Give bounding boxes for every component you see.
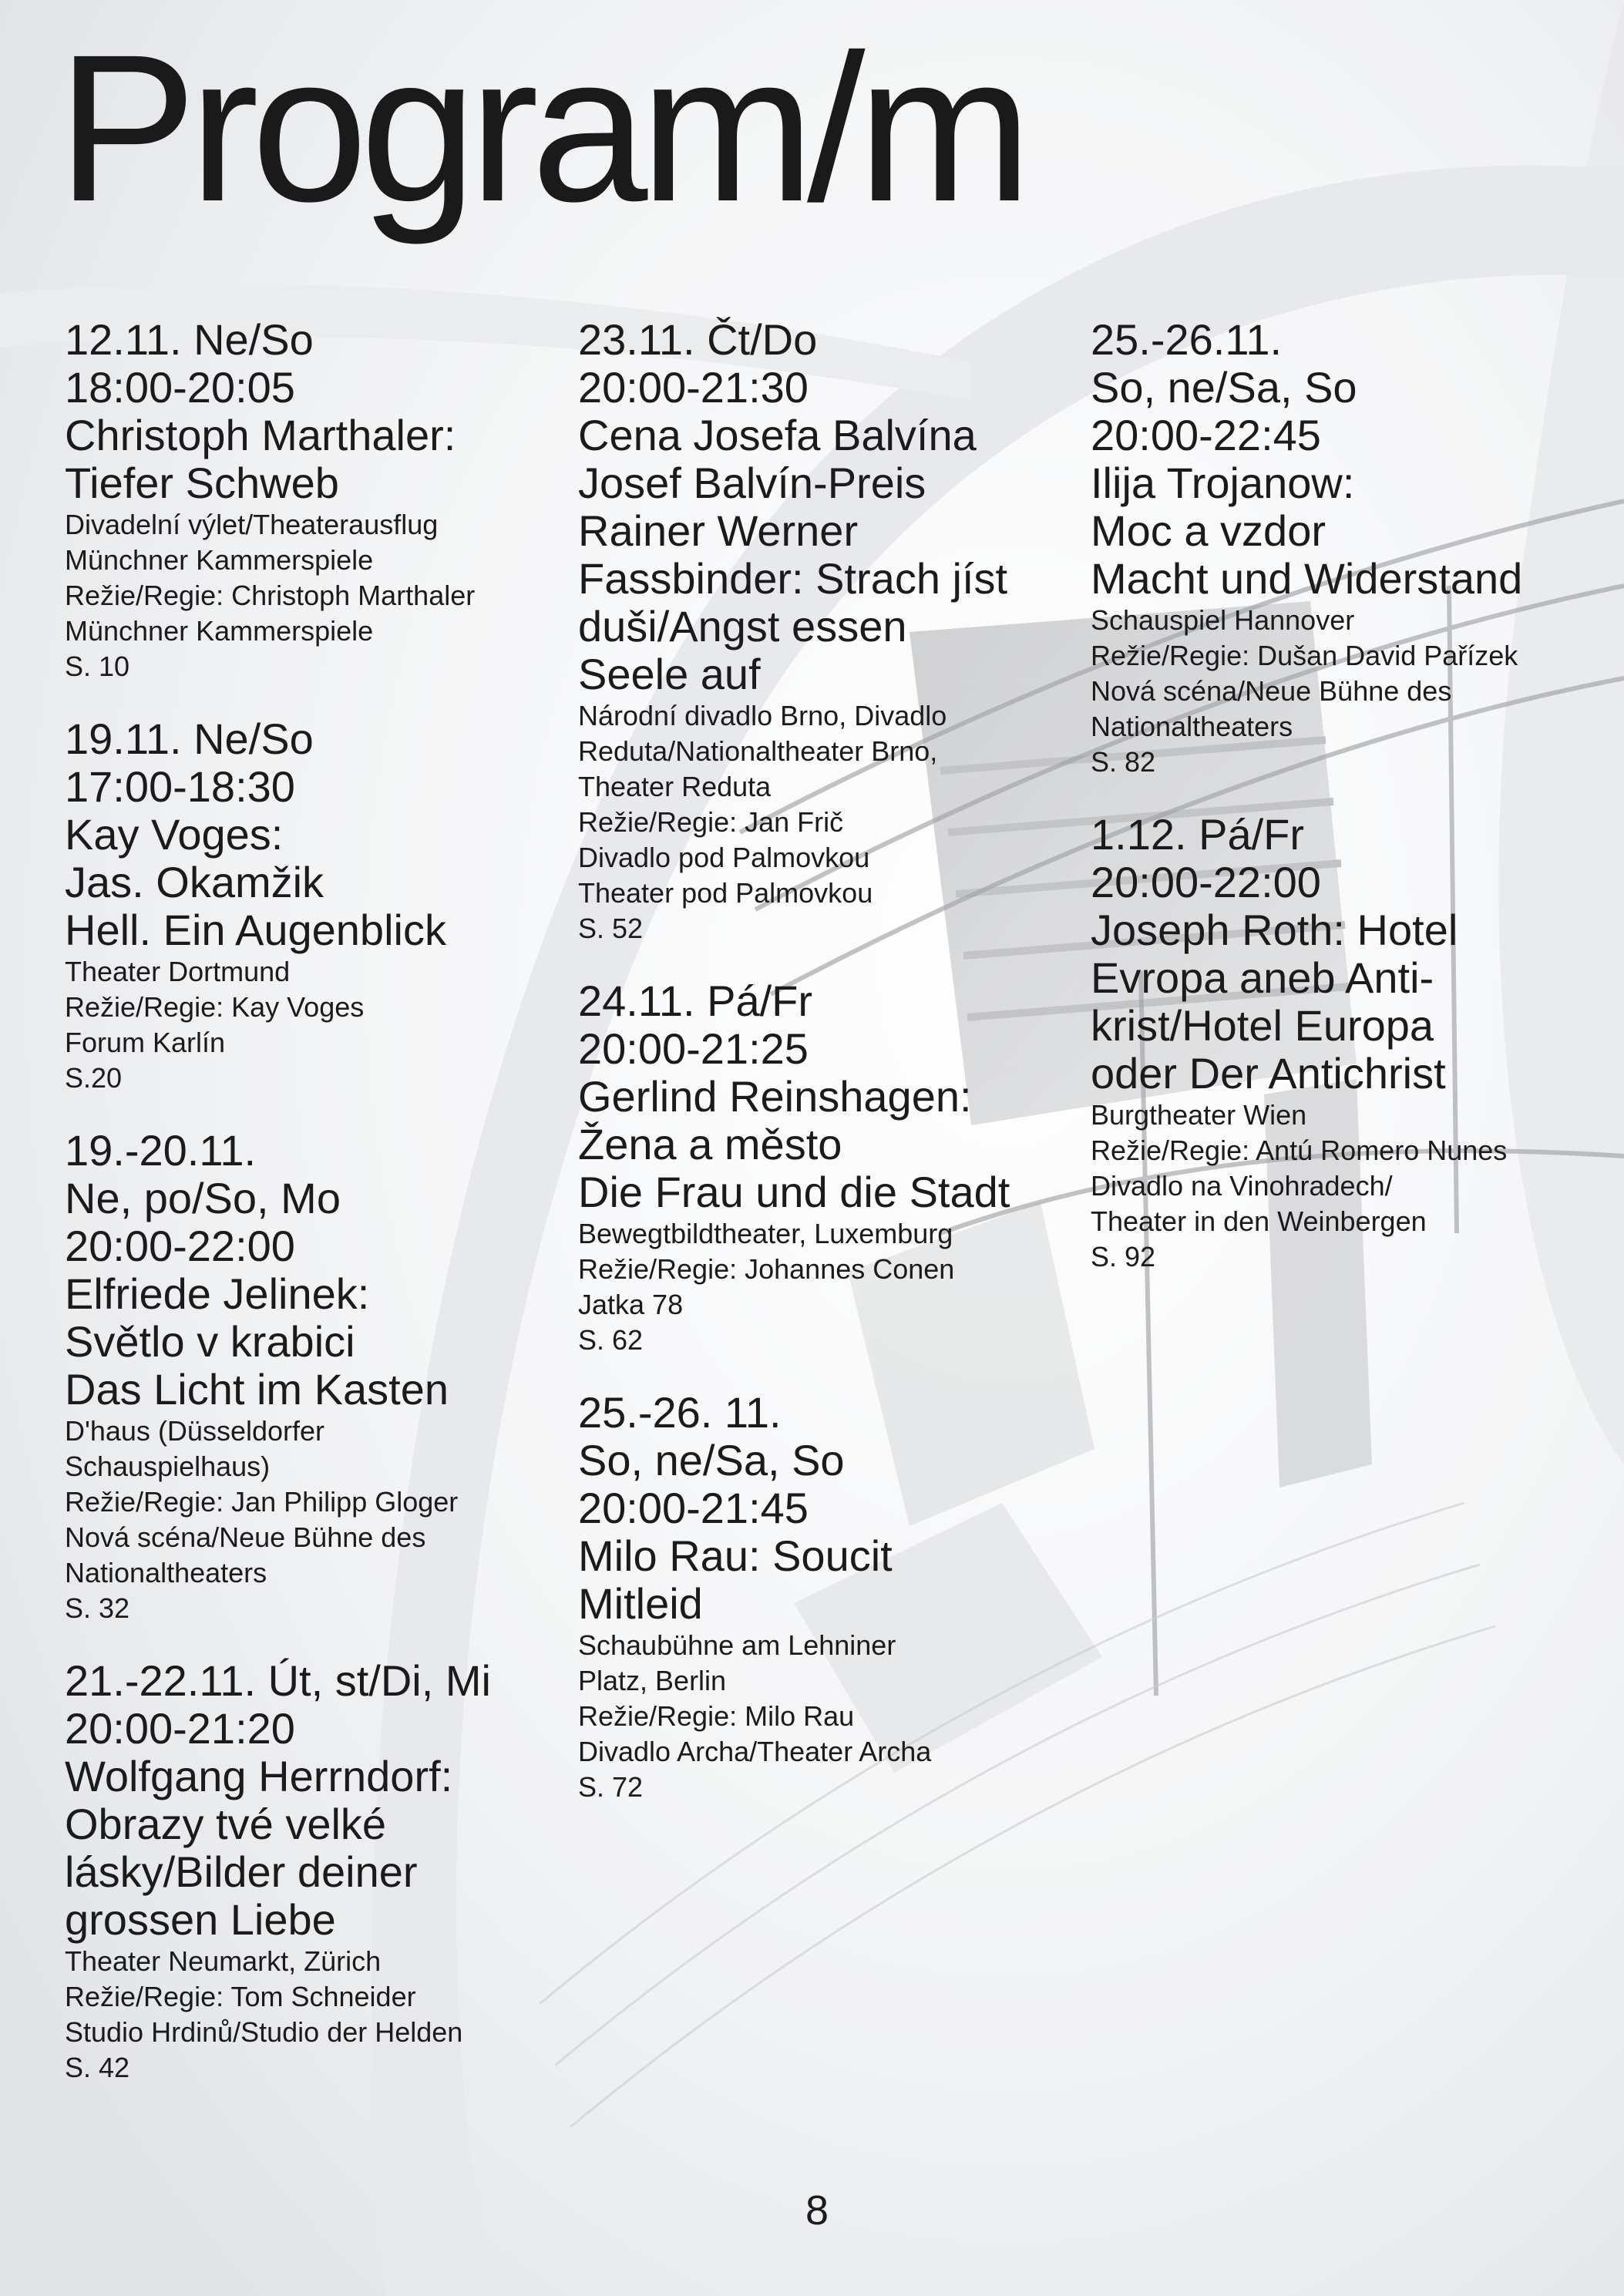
event-days: So, ne/Sa, So xyxy=(578,1436,845,1484)
event-detail-line: Bewegtbildtheater, Luxemburg xyxy=(578,1218,953,1249)
event-heading-line: Macht und Widerstand xyxy=(1091,554,1523,603)
event-detail-line: Nationaltheaters xyxy=(65,1557,267,1588)
event-heading-line: Tiefer Schweb xyxy=(65,459,339,507)
event-heading-line: 20:00-22:00 xyxy=(65,1222,295,1270)
event-heading-line: grossen Liebe xyxy=(65,1895,336,1944)
event-heading-line: Milo Rau: Soucit xyxy=(578,1531,893,1580)
event-time: 20:00-21:20 xyxy=(65,1704,295,1753)
event-detail-line: Theater Dortmund xyxy=(65,956,291,987)
program-column-1 xyxy=(65,316,543,2116)
program-entry xyxy=(1091,811,1584,1275)
event-detail-line: Theater in den Weinbergen xyxy=(1091,1205,1427,1237)
program-entry xyxy=(65,1657,543,2086)
event-detail-line: Režie/Regie: Jan Philipp Gloger xyxy=(65,1486,459,1518)
event-heading-line: Joseph Roth: Hotel xyxy=(1091,906,1458,954)
event-detail-line: Schauspiel Hannover xyxy=(1091,604,1355,636)
event-detail-line: Münchner Kammerspiele xyxy=(65,544,374,576)
page-number: 8 xyxy=(805,2187,829,2234)
program-column-2 xyxy=(578,316,1056,1836)
event-heading-line: Světlo v krabici xyxy=(65,1317,355,1366)
event-page-ref: S. 42 xyxy=(65,2052,130,2083)
event-detail-line: Divadlo na Vinohradech/ xyxy=(1091,1170,1393,1202)
event-heading-line: Christoph Marthaler: xyxy=(65,411,456,459)
event-detail-line: Divadelní výlet/Theaterausflug xyxy=(65,509,439,540)
event-heading-line: 20:00-22:45 xyxy=(1091,411,1321,459)
event-heading-line: Gerlind Reinshagen: xyxy=(578,1072,972,1121)
event-detail-line: Režie/Regie: Johannes Conen xyxy=(578,1253,955,1285)
event-heading-line: 20:00-21:45 xyxy=(578,1484,809,1532)
event-page-ref: S. 10 xyxy=(65,650,130,682)
event-detail-line: Režie/Regie: Antú Romero Nunes xyxy=(1091,1135,1508,1166)
event-page-ref: S. 32 xyxy=(65,1592,130,1624)
event-date: 19.-20.11. xyxy=(65,1126,257,1175)
event-page-ref: S. 92 xyxy=(1091,1241,1156,1272)
event-heading-line: Wolfgang Herrndorf: xyxy=(65,1752,453,1800)
event-detail-line: Národní divadlo Brno, Divadlo xyxy=(578,700,947,731)
event-heading-line: lásky/Bilder deiner xyxy=(65,1847,418,1896)
event-detail-line: Nationaltheaters xyxy=(1091,711,1293,742)
program-entry xyxy=(65,1127,543,1626)
event-page-ref: S. 52 xyxy=(578,913,644,944)
program-entry xyxy=(1091,316,1584,780)
event-page-ref: S. 62 xyxy=(578,1324,644,1356)
event-detail-line: Režie/Regie: Milo Rau xyxy=(578,1700,855,1732)
event-page-ref: S. 72 xyxy=(578,1771,644,1803)
event-time: 20:00-21:30 xyxy=(578,363,809,412)
event-date: 23.11. Čt/Do xyxy=(578,315,818,364)
event-heading-line: Fassbinder: Strach jíst xyxy=(578,554,1008,603)
event-detail-line: Theater Neumarkt, Zürich xyxy=(65,1945,382,1977)
event-heading-line: Hell. Ein Augenblick xyxy=(65,906,446,954)
event-date: 24.11. Pá/Fr xyxy=(578,977,813,1025)
event-date: 21.-22.11. Út, st/Di, Mi xyxy=(65,1656,491,1705)
event-detail-line: Režie/Regie: Tom Schneider xyxy=(65,1981,416,2012)
event-time: 20:00-21:25 xyxy=(578,1024,809,1073)
event-detail-line: Schaubühne am Lehniner xyxy=(578,1629,896,1661)
event-date: 25.-26. 11. xyxy=(578,1388,782,1437)
event-detail-line: Reduta/Nationaltheater Brno, xyxy=(578,735,938,767)
event-detail-line: Režie/Regie: Christoph Marthaler xyxy=(65,580,476,611)
event-heading-line: Elfriede Jelinek: xyxy=(65,1269,370,1318)
event-heading-line: duši/Angst essen xyxy=(578,602,907,650)
event-detail-line: Theater Reduta xyxy=(578,771,772,802)
event-time: 18:00-20:05 xyxy=(65,363,295,412)
event-heading-line: Mitleid xyxy=(578,1579,703,1628)
event-detail-line: Divadlo Archa/Theater Archa xyxy=(578,1736,932,1767)
program-column-3 xyxy=(1091,316,1584,1306)
event-heading-line: Kay Voges: xyxy=(65,810,284,859)
event-time: 20:00-22:00 xyxy=(1091,858,1321,906)
page-title: Program/m xyxy=(57,11,1025,245)
event-detail-line: D'haus (Düsseldorfer xyxy=(65,1415,325,1447)
event-heading-line: Obrazy tvé velké xyxy=(65,1800,387,1848)
event-detail-line: Nová scéna/Neue Bühne des xyxy=(65,1521,426,1553)
event-detail-line: Platz, Berlin xyxy=(578,1665,727,1696)
event-page-ref: S. 82 xyxy=(1091,746,1156,778)
event-heading-line: Jas. Okamžik xyxy=(65,858,324,906)
event-detail-line: Režie/Regie: Dušan David Pařízek xyxy=(1091,640,1518,671)
event-heading-line: Žena a město xyxy=(578,1120,842,1168)
program-entry xyxy=(578,977,1056,1358)
event-days: So, ne/Sa, So xyxy=(1091,363,1357,412)
event-detail-line: Nová scéna/Neue Bühne des xyxy=(1091,675,1452,707)
event-heading-line: Das Licht im Kasten xyxy=(65,1365,449,1414)
event-heading-line: krist/Hotel Europa xyxy=(1091,1001,1434,1050)
program-entry xyxy=(578,316,1056,946)
event-heading-line: Ilija Trojanow: xyxy=(1091,459,1355,507)
event-detail-line: Studio Hrdinů/Studio der Helden xyxy=(65,2016,463,2048)
event-detail-line: Jatka 78 xyxy=(578,1289,684,1320)
program-entry xyxy=(65,715,543,1096)
event-detail-line: Forum Karlín xyxy=(65,1027,226,1058)
event-heading-line: Evropa aneb Anti- xyxy=(1091,953,1434,1002)
event-detail-line: Režie/Regie: Kay Voges xyxy=(65,991,365,1023)
event-time: 17:00-18:30 xyxy=(65,762,295,811)
program-entry xyxy=(578,1389,1056,1805)
event-detail-line: Burgtheater Wien xyxy=(1091,1099,1307,1131)
event-heading-line: Die Frau und die Stadt xyxy=(578,1168,1010,1216)
event-heading-line: Moc a vzdor xyxy=(1091,506,1326,555)
event-days: Ne, po/So, Mo xyxy=(65,1174,341,1222)
event-heading-line: Cena Josefa Balvína xyxy=(578,411,977,459)
event-heading-line: Josef Balvín-Preis xyxy=(578,459,926,507)
event-date: 12.11. Ne/So xyxy=(65,315,314,364)
event-detail-line: Schauspielhaus) xyxy=(65,1451,271,1482)
event-detail-line: Münchner Kammerspiele xyxy=(65,615,374,647)
event-date: 19.11. Ne/So xyxy=(65,714,314,763)
event-heading-line: Rainer Werner xyxy=(578,506,859,555)
event-detail-line: Režie/Regie: Jan Frič xyxy=(578,806,844,838)
event-date: 25.-26.11. xyxy=(1091,315,1283,364)
event-date: 1.12. Pá/Fr xyxy=(1091,810,1305,859)
event-detail-line: Theater pod Palmovkou xyxy=(578,877,873,909)
event-detail-line: Divadlo pod Palmovkou xyxy=(578,842,870,873)
event-heading-line: Seele auf xyxy=(578,650,761,698)
event-page-ref: S.20 xyxy=(65,1062,123,1094)
event-heading-line: oder Der Antichrist xyxy=(1091,1049,1446,1098)
program-entry xyxy=(65,316,543,684)
